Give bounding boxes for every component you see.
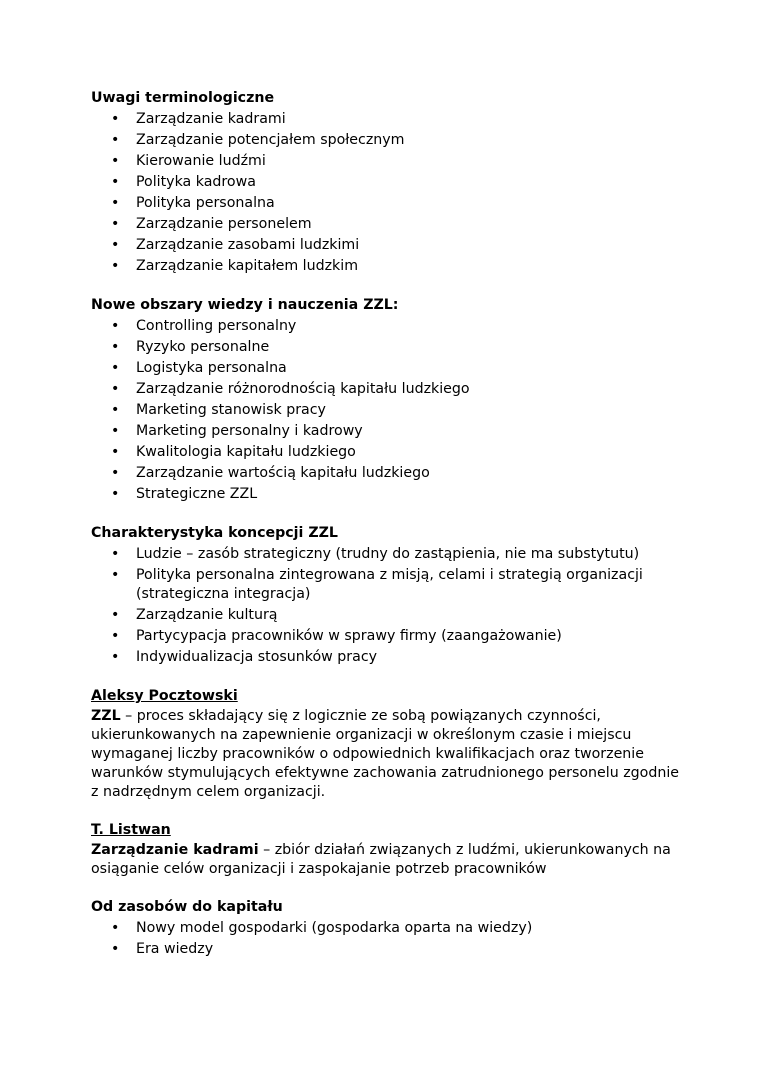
list-item: • Partycypacja pracowników w sprawy firmy (zaangażowanie) — [91, 626, 690, 647]
list-item: • Strategiczne ZZL — [91, 484, 690, 505]
defined-term: Zarządzanie kadrami — [91, 842, 259, 858]
section-heading: Charakterystyka koncepcji ZZL — [91, 525, 338, 541]
list-item: • Marketing stanowisk pracy — [91, 400, 690, 421]
section-new-areas — [91, 295, 690, 505]
list-item: • Era wiedzy — [91, 939, 690, 960]
section-capital — [91, 897, 690, 960]
definition-text: – proces składający się z logicznie ze sobą powiązanych czynności, ukierunkowanych na zapewnienie organizacji w określonym czasie i miejscu wymaganej liczby pracowników o odpowiednich kwalifikacjach oraz tworzenie warunków stymulujących efektywne zachowania zatrudnionego personelu zgodnie z nadrzędnym celem organizacji. — [91, 708, 680, 800]
list-item: • Zarządzanie kapitałem ludzkim — [91, 256, 690, 277]
list-item: • Ryzyko personalne — [91, 337, 690, 358]
list-item: • Polityka personalna — [91, 193, 690, 214]
list-item: • Logistyka personalna — [91, 358, 690, 379]
bullet-list — [91, 109, 690, 277]
list-item: • Zarządzanie potencjałem społecznym — [91, 130, 690, 151]
list-item: • Indywidualizacja stosunków pracy — [91, 647, 690, 668]
list-item: • Kwalitologia kapitału ludzkiego — [91, 442, 690, 463]
list-item: • Zarządzanie personelem — [91, 214, 690, 235]
definition-text: – zbiór działań związanych z ludźmi, ukierunkowanych na osiąganie celów organizacji i zaspokajanie potrzeb pracowników — [91, 842, 671, 877]
list-item: • Zarządzanie kulturą — [91, 605, 690, 626]
list-item: • Zarządzanie kadrami — [91, 109, 690, 130]
bullet-list — [91, 544, 690, 668]
bullet-list — [91, 918, 690, 960]
bullet-list — [91, 316, 690, 505]
author-heading: T. Listwan — [91, 822, 171, 838]
list-item: • Zarządzanie różnorodnością kapitału ludzkiego — [91, 379, 690, 400]
definition-paragraph — [91, 707, 690, 802]
section-heading: Nowe obszary wiedzy i nauczenia ZZL: — [91, 297, 399, 313]
list-item: • Zarządzanie zasobami ludzkimi — [91, 235, 690, 256]
list-item: • Marketing personalny i kadrowy — [91, 421, 690, 442]
section-pocztowski — [91, 686, 690, 802]
section-terminology — [91, 88, 690, 277]
list-item: • Kierowanie ludźmi — [91, 151, 690, 172]
list-item: • Nowy model gospodarki (gospodarka oparta na wiedzy) — [91, 918, 690, 939]
section-zzl-characteristics — [91, 523, 690, 668]
definition-paragraph — [91, 841, 690, 879]
section-heading: Od zasobów do kapitału — [91, 899, 283, 915]
list-item: • Controlling personalny — [91, 316, 690, 337]
section-heading: Uwagi terminologiczne — [91, 90, 275, 106]
list-item: • Ludzie – zasób strategiczny (trudny do zastąpienia, nie ma substytutu) — [91, 544, 690, 565]
list-item: • Polityka personalna zintegrowana z misją, celami i strategią organizacji (strategiczna integracja) — [91, 566, 690, 604]
defined-term: ZZL — [91, 708, 121, 724]
list-item: • Polityka kadrowa — [91, 172, 690, 193]
list-item: • Zarządzanie wartością kapitału ludzkiego — [91, 463, 690, 484]
section-listwan — [91, 820, 690, 879]
author-heading: Aleksy Pocztowski — [91, 688, 238, 704]
